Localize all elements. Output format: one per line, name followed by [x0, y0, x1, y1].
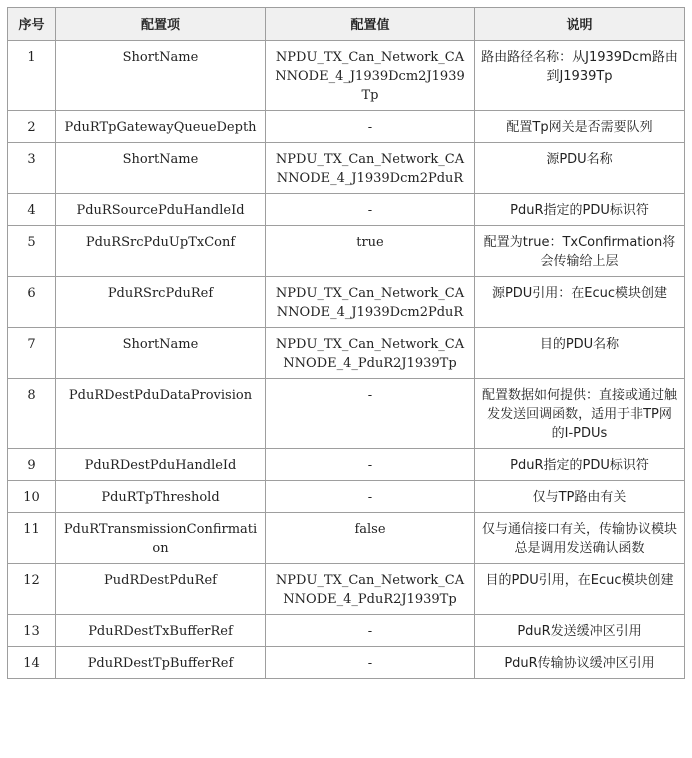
row-index: 4	[8, 194, 56, 226]
row-index: 13	[8, 615, 56, 647]
config-item: PduRSrcPduRef	[56, 277, 266, 328]
table-row	[8, 647, 685, 679]
table-row	[8, 143, 685, 194]
config-item: PduRDestTpBufferRef	[56, 647, 266, 679]
config-item: ShortName	[56, 41, 266, 111]
description: 配置Tp网关是否需要队列	[475, 111, 685, 143]
config-item: ShortName	[56, 143, 266, 194]
config-item: PduRTransmissionConfirmation	[56, 513, 266, 564]
description: 配置数据如何提供：直接或通过触发发送回调函数，适用于非TP网的I-PDUs	[475, 379, 685, 449]
table-row	[8, 328, 685, 379]
table-row	[8, 615, 685, 647]
config-item: PduRTpGatewayQueueDepth	[56, 111, 266, 143]
config-item: ShortName	[56, 328, 266, 379]
config-value: -	[266, 111, 475, 143]
header-config-item: 配置项	[56, 8, 266, 41]
row-index: 14	[8, 647, 56, 679]
description: PduR发送缓冲区引用	[475, 615, 685, 647]
row-index: 10	[8, 481, 56, 513]
config-value: NPDU_TX_Can_Network_CANNODE_4_PduR2J1939Tp	[266, 328, 475, 379]
description: 配置为true：TxConfirmation将会传输给上层	[475, 226, 685, 277]
config-value: NPDU_TX_Can_Network_CANNODE_4_J1939Dcm2J1939Tp	[266, 41, 475, 111]
description: 源PDU引用：在Ecuc模块创建	[475, 277, 685, 328]
table-row	[8, 513, 685, 564]
row-index: 9	[8, 449, 56, 481]
config-item: PduRDestTxBufferRef	[56, 615, 266, 647]
config-value: -	[266, 379, 475, 449]
description: PduR指定的PDU标识符	[475, 194, 685, 226]
table-row	[8, 449, 685, 481]
config-item: PudRDestPduRef	[56, 564, 266, 615]
config-table-container	[7, 7, 685, 679]
row-index: 6	[8, 277, 56, 328]
table-row	[8, 226, 685, 277]
table-row	[8, 379, 685, 449]
description: PduR指定的PDU标识符	[475, 449, 685, 481]
table-row	[8, 111, 685, 143]
config-value: -	[266, 449, 475, 481]
config-item: PduRDestPduHandleId	[56, 449, 266, 481]
row-index: 5	[8, 226, 56, 277]
row-index: 12	[8, 564, 56, 615]
table-row	[8, 564, 685, 615]
config-value: -	[266, 194, 475, 226]
config-value: NPDU_TX_Can_Network_CANNODE_4_J1939Dcm2PduR	[266, 277, 475, 328]
config-value: NPDU_TX_Can_Network_CANNODE_4_PduR2J1939Tp	[266, 564, 475, 615]
config-value: NPDU_TX_Can_Network_CANNODE_4_J1939Dcm2PduR	[266, 143, 475, 194]
row-index: 8	[8, 379, 56, 449]
description: 仅与通信接口有关，传输协议模块总是调用发送确认函数	[475, 513, 685, 564]
table-row	[8, 194, 685, 226]
header-index: 序号	[8, 8, 56, 41]
table-row	[8, 41, 685, 111]
header-config-value: 配置值	[266, 8, 475, 41]
description: PduR传输协议缓冲区引用	[475, 647, 685, 679]
description: 路由路径名称：从J1939Dcm路由到J1939Tp	[475, 41, 685, 111]
table-header-row	[8, 8, 685, 41]
config-value: true	[266, 226, 475, 277]
config-value: -	[266, 647, 475, 679]
description: 目的PDU名称	[475, 328, 685, 379]
row-index: 3	[8, 143, 56, 194]
description: 源PDU名称	[475, 143, 685, 194]
table-row	[8, 277, 685, 328]
config-value: -	[266, 615, 475, 647]
row-index: 2	[8, 111, 56, 143]
row-index: 11	[8, 513, 56, 564]
row-index: 7	[8, 328, 56, 379]
config-item: PduRSourcePduHandleId	[56, 194, 266, 226]
description: 仅与TP路由有关	[475, 481, 685, 513]
config-item: PduRSrcPduUpTxConf	[56, 226, 266, 277]
table-row	[8, 481, 685, 513]
config-value: false	[266, 513, 475, 564]
description: 目的PDU引用，在Ecuc模块创建	[475, 564, 685, 615]
config-item: PduRDestPduDataProvision	[56, 379, 266, 449]
header-description: 说明	[475, 8, 685, 41]
row-index: 1	[8, 41, 56, 111]
config-table	[7, 7, 685, 679]
config-item: PduRTpThreshold	[56, 481, 266, 513]
config-value: -	[266, 481, 475, 513]
